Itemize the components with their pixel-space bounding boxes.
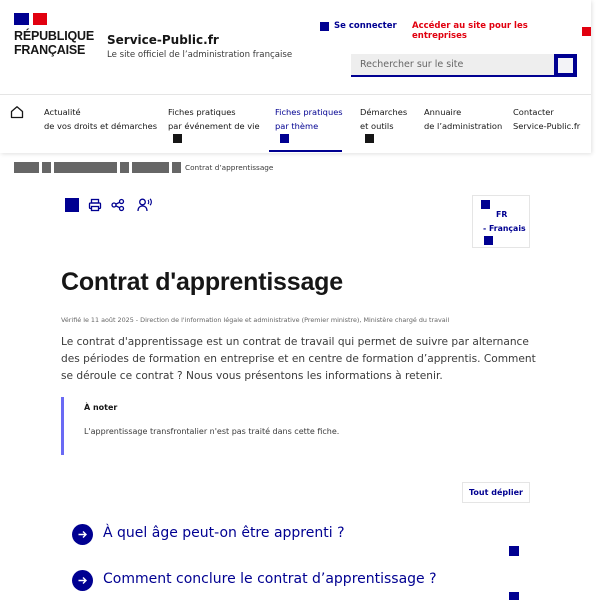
nav-item-demarches[interactable]: Démarches et outils — [360, 105, 407, 143]
breadcrumb-link[interactable] — [54, 162, 117, 173]
user-icon — [320, 22, 329, 31]
chevron-down-icon — [509, 592, 519, 600]
translate-icon — [481, 200, 490, 209]
chevron-down-icon — [365, 134, 374, 143]
site-header — [0, 0, 591, 153]
page-tools — [65, 198, 153, 212]
chevron-down-icon — [484, 236, 493, 245]
breadcrumb-current: Contrat d’apprentissage — [185, 163, 274, 172]
search-input[interactable] — [351, 54, 554, 77]
chevron-down-icon — [509, 546, 519, 556]
arrow-right-icon — [72, 524, 93, 545]
breadcrumb — [14, 162, 273, 173]
external-link-icon — [582, 27, 591, 36]
republique-flag-logo[interactable] — [14, 13, 47, 25]
expand-all-button[interactable]: Tout déplier — [462, 482, 530, 503]
login-link[interactable]: Se connecter — [320, 21, 397, 31]
search-button[interactable] — [554, 54, 577, 77]
nav-item-fiches-evenement[interactable]: Fiches pratiques par événement de vie — [168, 105, 260, 143]
breadcrumb-link[interactable] — [132, 162, 169, 173]
site-tagline: Le site officiel de l’administration française — [107, 50, 293, 60]
nav-item-contacter[interactable]: Contacter Service-Public.fr — [513, 107, 581, 131]
accordion-item[interactable] — [72, 524, 530, 554]
nav-item-actualite[interactable]: Actualité de vos droits et démarches — [44, 107, 158, 131]
breadcrumb-separator-icon — [42, 162, 51, 173]
accordion-question: Comment conclure le contrat d’apprentissage ? — [103, 571, 437, 587]
active-nav-indicator — [269, 150, 342, 152]
intro-text: Le contrat d'apprentissage est un contrat de travail qui permet de suivre par alternance des périodes de formation en entreprise et en centre de formation d’apprentis. Comment se déroule ce contrat ? Nous vous présentons les informations à retenir. — [61, 336, 536, 382]
accordion-question: À quel âge peut-on être apprenti ? — [103, 525, 345, 541]
main-nav — [0, 95, 591, 153]
callout-text: L'apprentissage transfrontalier n'est pas traité dans cette fiche. — [84, 427, 340, 436]
verified-date: Vérifié le 11 août 2025 - Direction de l'information légale et administrative (Premier ministre), Ministère chargé du travail — [61, 316, 450, 324]
site-name-link[interactable]: Service-Public.fr — [107, 33, 219, 47]
header-top — [0, 0, 591, 95]
breadcrumb-separator-icon — [172, 162, 181, 173]
home-icon[interactable] — [10, 105, 24, 119]
share-icon[interactable] — [111, 198, 125, 212]
nav-item-fiches-theme[interactable]: Fiches pratiques par thème — [275, 105, 343, 143]
note-callout — [61, 397, 531, 455]
listen-icon[interactable] — [137, 198, 153, 212]
republique-francaise-logo[interactable]: RÉPUBLIQUE FRANÇAISE — [14, 29, 94, 57]
entreprises-site-link[interactable]: Accéder au site pour les entreprises — [412, 21, 591, 41]
chevron-down-icon — [173, 134, 182, 143]
chevron-down-icon — [280, 134, 289, 143]
language-selector[interactable]: FR - Français — [472, 195, 530, 248]
nav-item-annuaire[interactable]: Annuaire de l’administration — [424, 107, 503, 131]
breadcrumb-link-home[interactable] — [14, 162, 39, 173]
print-icon[interactable] — [88, 198, 102, 212]
callout-title: À noter — [84, 403, 118, 412]
bookmark-icon[interactable] — [65, 198, 79, 212]
search-bar — [351, 54, 577, 77]
breadcrumb-separator-icon — [120, 162, 129, 173]
page-title: Contrat d'apprentissage — [61, 268, 343, 296]
arrow-right-icon — [72, 570, 93, 591]
accordion-item[interactable] — [72, 570, 530, 600]
